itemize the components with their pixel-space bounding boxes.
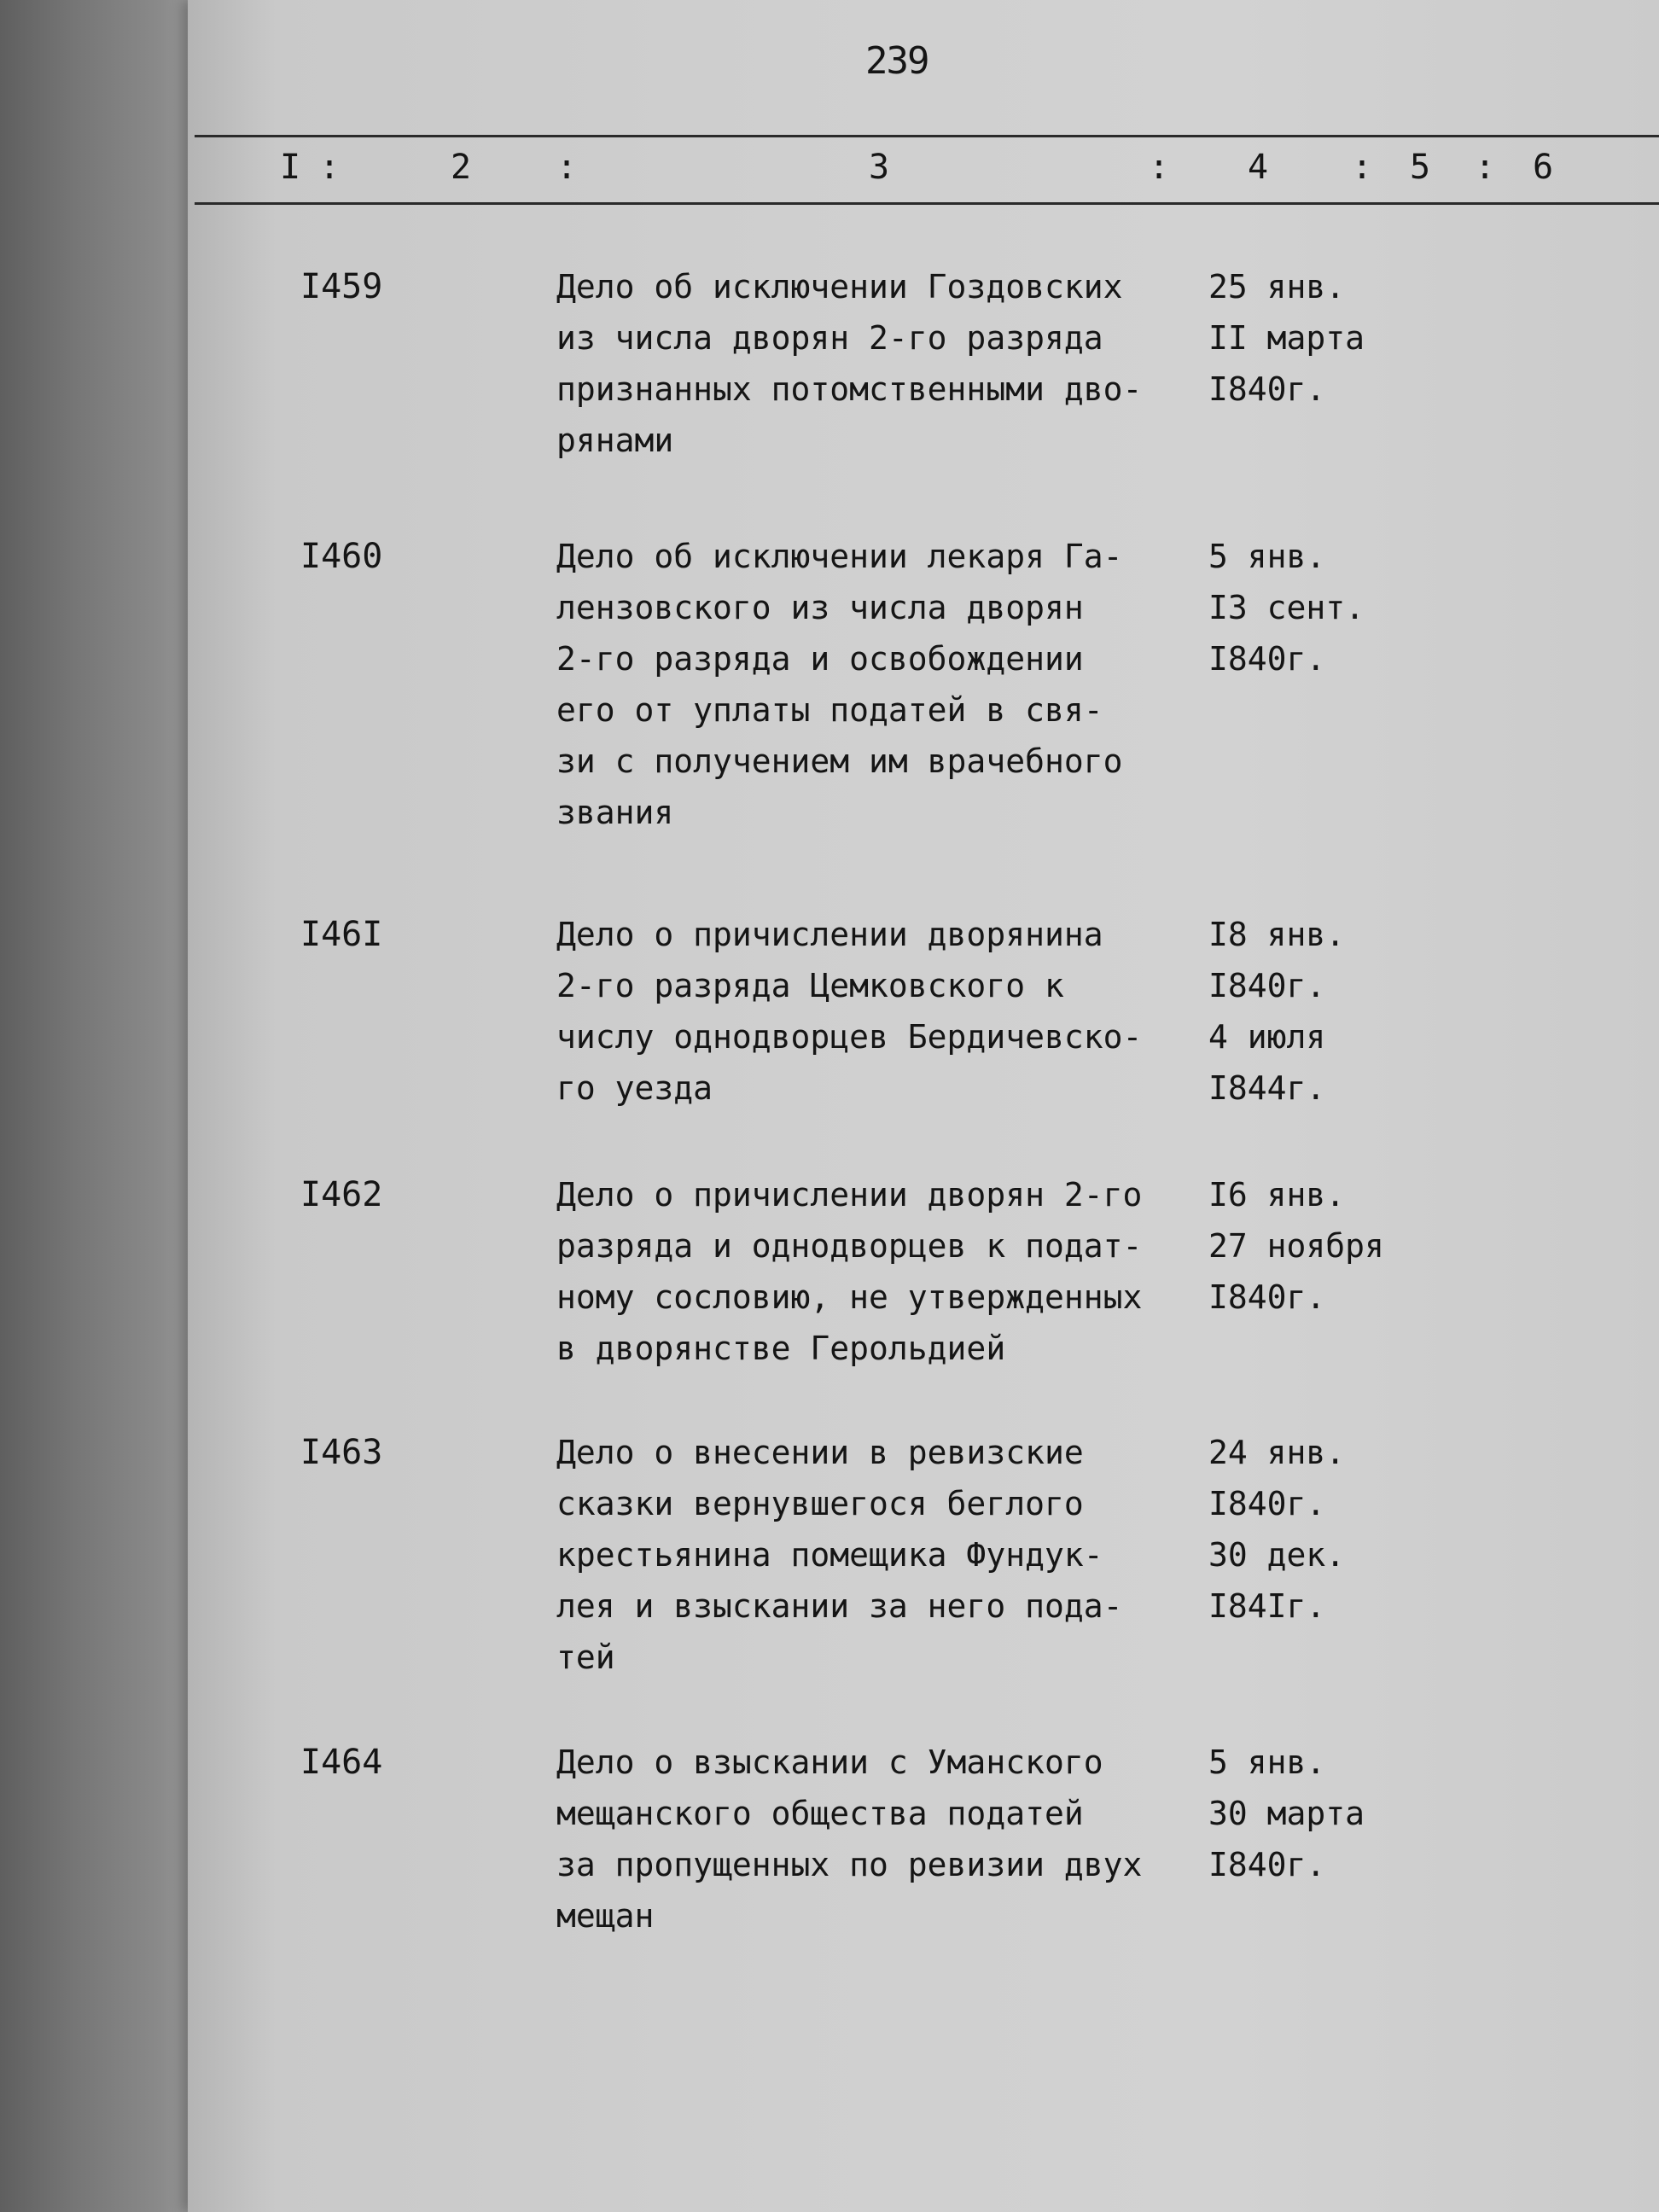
date-line: 30 дек.	[1208, 1536, 1346, 1574]
date-line: II марта	[1208, 319, 1365, 357]
page-edge-shadow	[0, 0, 213, 2212]
date-line: I840г.	[1208, 370, 1326, 408]
description-line: го уезда	[556, 1069, 713, 1107]
description-line: мещанского общества податей	[556, 1795, 1084, 1832]
date-line: 30 марта	[1208, 1795, 1365, 1832]
page-number: 239	[865, 39, 928, 83]
description-line: крестьянина помещика Фундук-	[556, 1536, 1103, 1574]
header-separator-1: :	[319, 148, 341, 187]
description-line: признанных потомственными дво-	[556, 370, 1143, 408]
case-number: I460	[300, 537, 383, 576]
description-line: тей	[556, 1639, 615, 1676]
description-line: Дело об исключении Гоздовских	[556, 268, 1123, 306]
description-line: в дворянстве Герольдией	[556, 1330, 1006, 1367]
case-number: I462	[300, 1175, 383, 1214]
case-number: I46I	[300, 915, 383, 954]
header-col-1: I	[280, 148, 301, 187]
date-line: 4 июля	[1208, 1018, 1326, 1056]
case-number: I459	[300, 267, 383, 306]
date-line: I6 янв.	[1208, 1176, 1346, 1214]
date-line: I844г.	[1208, 1069, 1326, 1107]
description-line: его от уплаты податей в свя-	[556, 691, 1103, 729]
description-line: Дело об исключении лекаря Га-	[556, 538, 1123, 575]
case-number: I464	[300, 1743, 383, 1782]
case-number: I463	[300, 1433, 383, 1472]
case-description	[556, 909, 1205, 1114]
description-line: мещан	[556, 1897, 655, 1935]
date-line: 25 янв.	[1208, 268, 1346, 306]
date-line: I840г.	[1208, 1846, 1326, 1883]
header-col-6: 6	[1533, 148, 1554, 187]
header-separator-3: :	[1149, 148, 1170, 187]
case-description	[556, 1169, 1205, 1374]
description-line: звания	[556, 794, 674, 831]
header-separator-5: :	[1475, 148, 1496, 187]
case-dates	[1208, 1169, 1464, 1323]
date-line: I840г.	[1208, 967, 1326, 1004]
date-line: I8 янв.	[1208, 916, 1346, 953]
description-line: 2-го разряда и освобождении	[556, 640, 1084, 678]
header-col-4: 4	[1248, 148, 1269, 187]
header-separator-2: :	[556, 148, 578, 187]
description-line: разряда и однодворцев к подат-	[556, 1227, 1143, 1265]
date-line: 5 янв.	[1208, 1743, 1326, 1781]
case-description	[556, 1737, 1205, 1941]
date-line: I3 сент.	[1208, 589, 1365, 626]
case-dates	[1208, 1427, 1464, 1632]
description-line: сказки вернувшегося беглого	[556, 1485, 1084, 1522]
description-line: Дело о причислении дворян 2-го	[556, 1176, 1143, 1214]
date-line: 27 ноября	[1208, 1227, 1384, 1265]
case-dates	[1208, 909, 1464, 1114]
description-line: ному сословию, не утвержденных	[556, 1278, 1143, 1316]
description-line: лензовского из числа дворян	[556, 589, 1084, 626]
table-header-top-rule	[195, 135, 1659, 137]
table-header-bottom-rule	[195, 202, 1659, 205]
date-line: 24 янв.	[1208, 1434, 1346, 1471]
date-line: I840г.	[1208, 640, 1326, 678]
date-line: I840г.	[1208, 1278, 1326, 1316]
description-line: Дело о причислении дворянина	[556, 916, 1103, 953]
header-col-2: 2	[451, 148, 472, 187]
case-dates	[1208, 1737, 1464, 1890]
description-line: рянами	[556, 422, 674, 459]
date-line: I84Iг.	[1208, 1587, 1326, 1625]
description-line: 2-го разряда Цемковского к	[556, 967, 1064, 1004]
description-line: Дело о внесении в ревизские	[556, 1434, 1084, 1471]
date-line: 5 янв.	[1208, 538, 1326, 575]
case-description	[556, 1427, 1205, 1683]
description-line: из числа дворян 2-го разряда	[556, 319, 1103, 357]
description-line: числу однодворцев Бердичевско-	[556, 1018, 1143, 1056]
description-line: зи с получением им врачебного	[556, 742, 1123, 780]
case-description	[556, 531, 1205, 838]
description-line: Дело о взыскании с Уманского	[556, 1743, 1103, 1781]
header-separator-4: :	[1352, 148, 1373, 187]
description-line: лея и взыскании за него пода-	[556, 1587, 1123, 1625]
date-line: I840г.	[1208, 1485, 1326, 1522]
case-dates	[1208, 261, 1464, 415]
case-dates	[1208, 531, 1464, 684]
case-description	[556, 261, 1205, 466]
header-col-5: 5	[1410, 148, 1431, 187]
header-col-3: 3	[869, 148, 890, 187]
description-line: за пропущенных по ревизии двух	[556, 1846, 1143, 1883]
